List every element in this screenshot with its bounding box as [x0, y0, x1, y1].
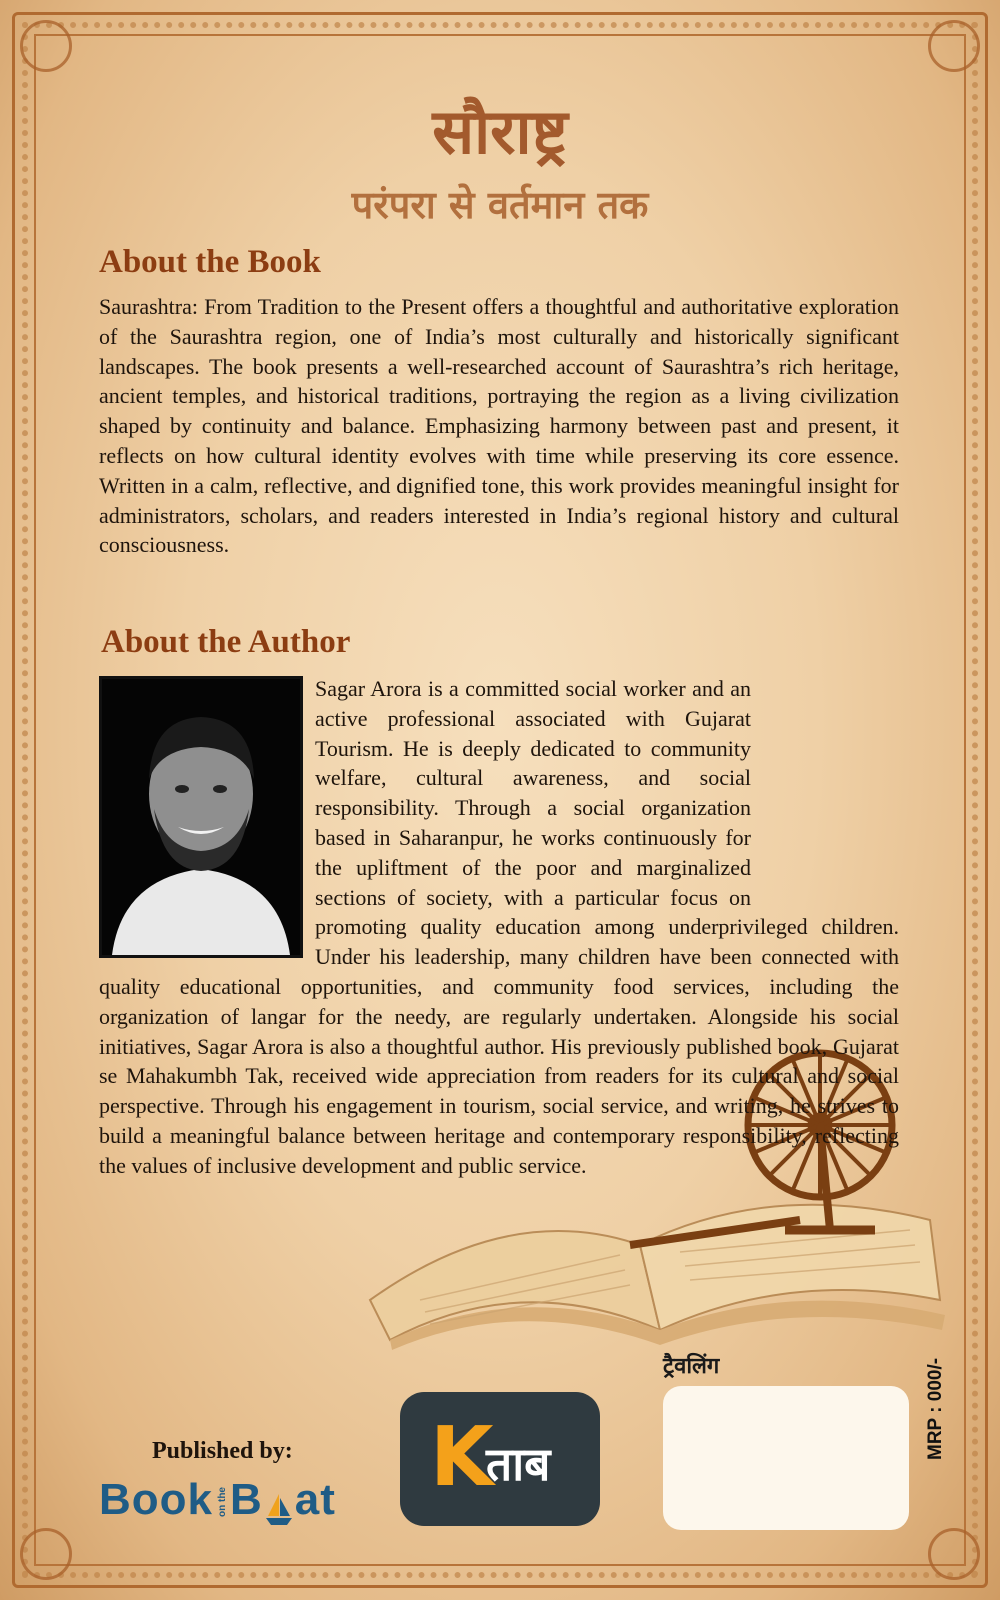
author-photo — [99, 676, 303, 958]
boat-icon — [264, 1487, 294, 1521]
kitab-imprint-logo — [400, 1392, 600, 1526]
corner-flourish — [928, 1528, 980, 1580]
publisher-logo-b: B — [230, 1475, 263, 1524]
book-title: सौराष्ट्र — [432, 95, 568, 168]
about-author-section — [99, 674, 899, 1181]
wheel-text-wrap — [751, 674, 899, 894]
book-subtitle: परंपरा से वर्तमान तक — [351, 183, 649, 227]
corner-flourish — [20, 20, 72, 72]
publisher-logo-book: Book — [99, 1475, 213, 1524]
published-by-label: Published by: — [152, 1438, 293, 1464]
publisher-logo — [99, 1475, 336, 1525]
barcode-area — [663, 1386, 909, 1530]
kitab-text: ताब — [486, 1437, 551, 1491]
publisher-logo-at: at — [294, 1475, 336, 1524]
about-book-heading: About the Book — [99, 244, 321, 280]
mrp-price: MRP : 000/- — [925, 1357, 946, 1460]
corner-flourish — [928, 20, 980, 72]
about-author-text: Sagar Arora is a committed social worker and an active professional associated with Gujarat Tourism. He is deeply dedicated to community welfare, cultural awareness, and social responsibility. Through a social organization based in Saharanpur, he works continuously for the upliftment of the poor and marginalized sections of society, with a particular focus on promoting quality education among underprivileged children. Under his leadership, many children have been connected with quality educational opportunities, and community food services, including the organization of langar for the needy, are regularly undertaken. Alongside his social initiatives, Sagar Arora is also a thoughtful author. His previously published book, Gujarat se Mahakumbh Tak, received wide appreciation from readers for its cultural and social perspective. Through his engagement in tourism, social service, and writing, he strives to build a meaningful balance between heritage and contemporary responsibility, reflecting the values of inclusive development and public service. — [99, 676, 899, 1178]
travelling-label: ट्रैवलिंग — [663, 1354, 720, 1379]
about-book-text: Saurashtra: From Tradition to the Present offers a thoughtful and authoritative exploration of the Saurashtra region, one of India’s most culturally and historically significant landscapes. The book presents a well-researched account of Saurashtra’s rich heritage, ancient temples, and historical traditions, portraying the region as a living civilization shaped by continuity and balance. Emphasizing harmony between past and present, it reflects on how cultural identity evolves with time while preserving its core essence. Written in a calm, reflective, and dignified tone, this work provides meaningful insight for administrators, scholars, and readers interested in India’s regional history and cultural consciousness. — [99, 294, 899, 558]
about-author-heading: About the Author — [101, 624, 351, 660]
corner-flourish — [20, 1528, 72, 1580]
publisher-logo-onthe: on the — [217, 1487, 228, 1517]
kitab-k: K — [430, 1410, 494, 1505]
